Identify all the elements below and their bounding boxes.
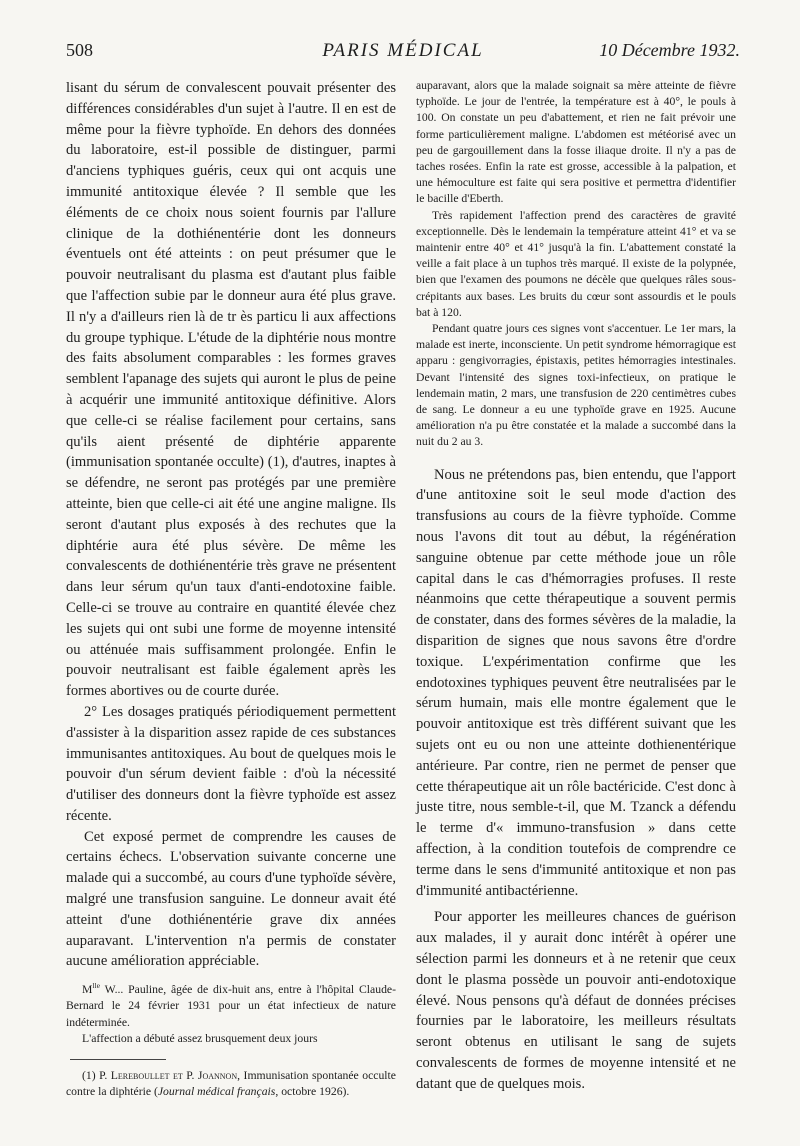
footnote bbox=[66, 1068, 396, 1100]
case-title-sup: lle bbox=[92, 981, 100, 991]
case-title: M bbox=[82, 983, 93, 997]
page-number: 508 bbox=[66, 40, 93, 60]
footnote-authors: P. Lereboullet et P. Joannon, bbox=[99, 1069, 241, 1083]
journal-title: PARIS MÉDICAL bbox=[322, 40, 484, 61]
right-column bbox=[416, 78, 736, 1095]
issue-date: 10 Décembre 1932. bbox=[599, 40, 740, 60]
footnote-journal: Journal médical français bbox=[157, 1085, 276, 1099]
footnote-end: , octobre 1926). bbox=[275, 1085, 350, 1099]
case-text: W... Pauline, âgée de dix-huit ans, entre à l'hôpital Claude-Bernard le 24 février 1931 pour un état infectieux de nature indéterminée. bbox=[66, 983, 396, 1029]
paragraph: Pour apporter les meilleures chances de guérison aux malades, il y aurait donc intérêt à opérer une sélection parmi les donneurs et à ne retenir que ceux dont le plasma possède un pouvoir anti-endotoxique élevé. Nous pensons qu'à défaut de données précises fournies par le laboratoire, les meilleurs résultats seront obtenus en utilisant le sang de sujets convalescents de formes de moyenne intensité et ne datant que de quelques mois. bbox=[416, 909, 736, 1092]
case-paragraph: auparavant, alors que la malade soignait sa mère atteinte de fièvre typhoïde. Le jour de l'entrée, la température est à 40°, le pouls à 100. On constate un peu d'abattement, et rien ne fait prévoir une forme particulièrement maligne. L'abdomen est météorisé avec un peu de gargouillement dans la fosse iliaque droite. Il n'y a pas de taches rosées. Enfin la rate est grosse, accessible à la palpation, et une hémoculture est faite qui sera positive et permettra d'identifier le bacille d'Eberth. bbox=[416, 79, 736, 206]
paragraph: Cet exposé permet de comprendre les causes de certains échecs. L'observation suivante concerne une malade qui a succombé, au cours d'une typhoïde sévère, malgré une transfusion sanguine. Le donneur avait été atteint d'une dothiénentérie grave dix années auparavant. L'intervention n'a permis de constater aucune amélioration appréciable. bbox=[66, 828, 396, 970]
footnote-divider bbox=[70, 1059, 166, 1060]
case-report bbox=[66, 982, 396, 1031]
footnote-number: (1) bbox=[82, 1069, 100, 1083]
page-header bbox=[66, 40, 740, 70]
paragraph: lisant du sérum de convalescent pouvait présenter des différences considérables d'un sujet à l'autre. Il en est de même pour la fièvre typhoïde. En dehors des données du laboratoire, est-il possible de distinguer, parmi d'anciens typhiques guéris, ceux qui ont acquis une immunité antitoxique élevée ? Il semble que les éléments de ce choix nous soient fournis par l'allure clinique de la dothiénentérie dont les donneurs éventuels ont été atteints : on peut présumer que le pouvoir neutralisant du plasma est d'autant plus faible que l'affection subie par le donneur aura été plus grave. Il n'y a d'ailleurs rien là de tr ès particu li aux affections du groupe typhique. L'étude de la diphtérie nous montre des faits absolument comparables : les formes graves semblent l'apanage des sujets qui auront le plus de peine à acquérir une immunité antitoxique définitive. Alors que celle-ci se réalise facilement pour certains, sans qu'ils aient présenté de diphtérie apparente (immunisation spontanée occulte) (1), d'autres, inaptes à se défendre, ne seront pas protégés par une première atteinte, bien que celle-ci ait été une angine maligne. Ils seront d'autant plus exposés à des rechutes que la diphtérie aura été plus sévère. De même les convalescents de dothiénentérie très grave ne présentent dans leur sérum qu'un taux d'anti-endotoxine faible. Celle-ci se trouve au contraire en quantité élevée chez les sujets qui ont subi une forme de moyenne intensité ou atténuée mais suffisamment prolongée. Enfin le pouvoir neutralisant est faible également après les formes abortives ou de courte durée. bbox=[66, 80, 396, 700]
case-paragraph: Pendant quatre jours ces signes vont s'accentuer. Le 1er mars, la malade est inerte, inconsciente. Un petit syndrome hémorragique est apparu : gengivorragies, épistaxis, petites hémorragies intestinales. Devant l'intensité des signes toxi-infectieux, on pratique le lendemain matin, 2 mars, une transfusion de 220 centimètres cubes de sang. Le donneur a eu une typhoïde grave en 1925. Aucune amélioration n'a pu être constatée et la malade a succombé dans la nuit du 2 au 3. bbox=[416, 322, 737, 449]
paragraph: Nous ne prétendons pas, bien entendu, que l'apport d'une antitoxine soit le seul mode d'action des transfusions au cours de la fièvre typhoïde. Comme nous l'avons dit tout au début, la régénération sanguine obtenue par cette méthode joue un rôle capital dans le cas d'hémorragies profuses. Il reste néanmoins que cette thérapeutique a souvent permis de constater, dans des formes sévères de la maladie, la disparition de signes que nous savons être d'ordre toxique. L'expérimentation confirme que les endotoxines typhiques peuvent être neutralisées par le sérum humain, mais elle montre également que le pouvoir antitoxique est très différent suivant que les sujets ont eu ou non une atteinte dothienentérique antérieure. Par contre, rien ne permet de penser que cette thérapeutique ait un rôle bactéricide. C'est donc à juste titre, nous semble-t-il, que M. Tzanck a défendu le terme d'« immuno-transfusion » dans cette affection, à la condition toutefois de comprendre ce terme dans le sens d'immunité antitoxique et non pas d'immunité antibactérienne. bbox=[416, 466, 736, 899]
left-column bbox=[66, 78, 396, 1100]
footnote-text: Immunisation spontanée occulte contre la diphtérie ( bbox=[66, 1069, 396, 1099]
case-paragraph: Très rapidement l'affection prend des caractères de gravité exceptionnelle. Dès le lendemain la température atteint 41° et va se maintenir entre 40° et 41° jusqu'à la fin. L'abattement constaté la veille a fait place à un tuphos très marqué. Il existe de la polypnée, bien que l'examen des poumons ne décèle que quelques râles sous-crépitants aux bases. Les bruits du cœur sont assourdis et le pouls bat à 120. bbox=[416, 208, 736, 319]
case-report-continued: L'affection a débuté assez brusquement deux jours bbox=[82, 1031, 318, 1045]
paragraph: 2° Les dosages pratiqués périodiquement permettent d'assister à la disparition assez rapide de ces substances immunisantes antitoxiques. Au bout de quelques mois le pouvoir d'un sérum devient faible : d'où la nécessité d'utiliser des donneurs dont la fièvre typhoïde est assez récente. bbox=[66, 703, 396, 824]
